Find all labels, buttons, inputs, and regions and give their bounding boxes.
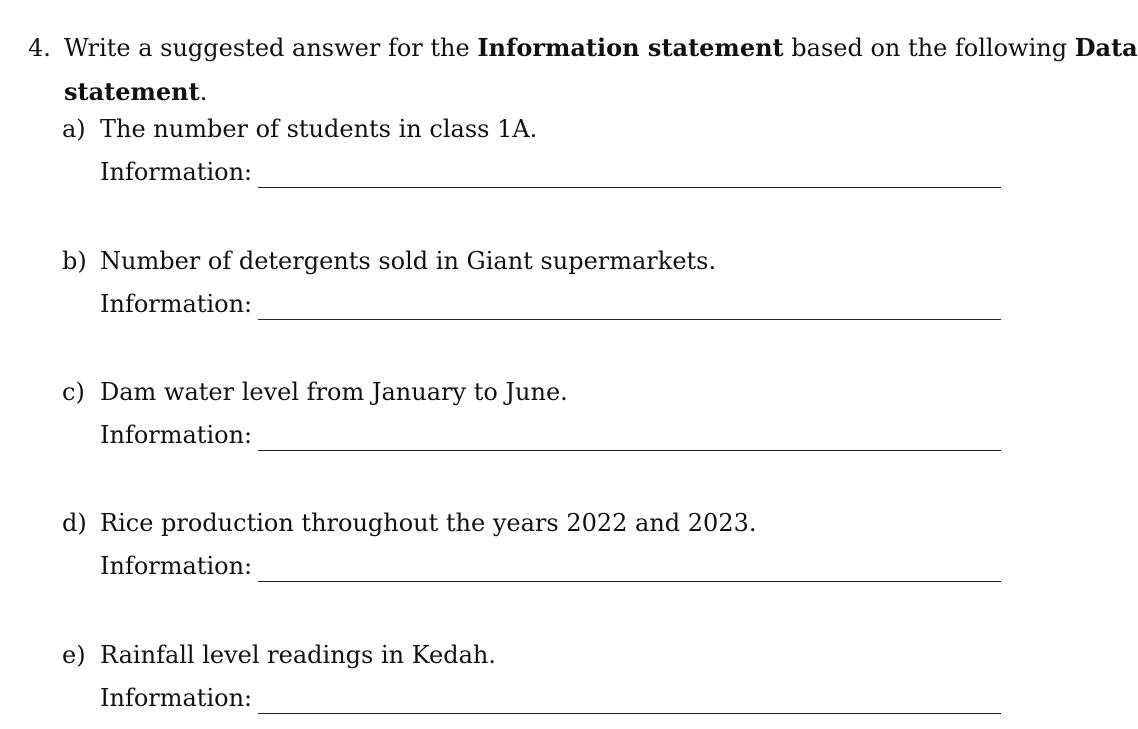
item-text: Dam water level from January to June. <box>100 378 568 406</box>
information-label: Information: <box>100 158 253 186</box>
answer-blank-line[interactable] <box>258 556 1001 582</box>
question-text-prefix: Write a suggested answer for the <box>64 34 478 62</box>
question-line-2 <box>28 70 998 114</box>
information-row <box>100 419 992 451</box>
information-label: Information: <box>100 421 253 449</box>
answer-blank-line[interactable] <box>258 294 1001 320</box>
question-text-suffix: . <box>199 78 208 106</box>
item-letter: d) <box>62 509 87 537</box>
item-text: Rice production throughout the years 2022 and 2023. <box>100 509 757 537</box>
question-bold-information-statement: Information statement <box>477 33 784 62</box>
item-text: Number of detergents sold in Giant supermarkets. <box>100 247 717 275</box>
item-prompt <box>62 376 992 408</box>
item-a <box>62 113 992 188</box>
answer-blank-line[interactable] <box>258 688 1001 714</box>
question-text-middle: based on the following <box>783 34 1075 62</box>
item-letter: b) <box>62 247 87 275</box>
information-row <box>100 550 992 582</box>
information-label: Information: <box>100 684 253 712</box>
item-e <box>62 639 992 714</box>
item-b <box>62 245 992 320</box>
item-letter: c) <box>62 378 85 406</box>
item-prompt <box>62 639 992 671</box>
item-prompt <box>62 113 992 145</box>
item-c <box>62 376 992 451</box>
information-label: Information: <box>100 552 253 580</box>
answer-blank-line[interactable] <box>258 425 1001 451</box>
item-d <box>62 507 992 582</box>
question-bold-data: Data <box>1074 33 1138 62</box>
item-text: Rainfall level readings in Kedah. <box>100 641 496 669</box>
question-bold-statement: statement <box>64 77 200 106</box>
question-line-1 <box>28 26 1138 70</box>
item-letter: e) <box>62 641 86 669</box>
question-4 <box>28 26 1138 114</box>
item-text: The number of students in class 1A. <box>100 115 538 143</box>
item-prompt <box>62 507 992 539</box>
answer-blank-line[interactable] <box>258 162 1001 188</box>
item-letter: a) <box>62 115 86 143</box>
information-row <box>100 288 992 320</box>
information-row <box>100 682 992 714</box>
information-label: Information: <box>100 290 253 318</box>
item-prompt <box>62 245 992 277</box>
information-row <box>100 156 992 188</box>
question-number: 4. <box>28 34 51 62</box>
